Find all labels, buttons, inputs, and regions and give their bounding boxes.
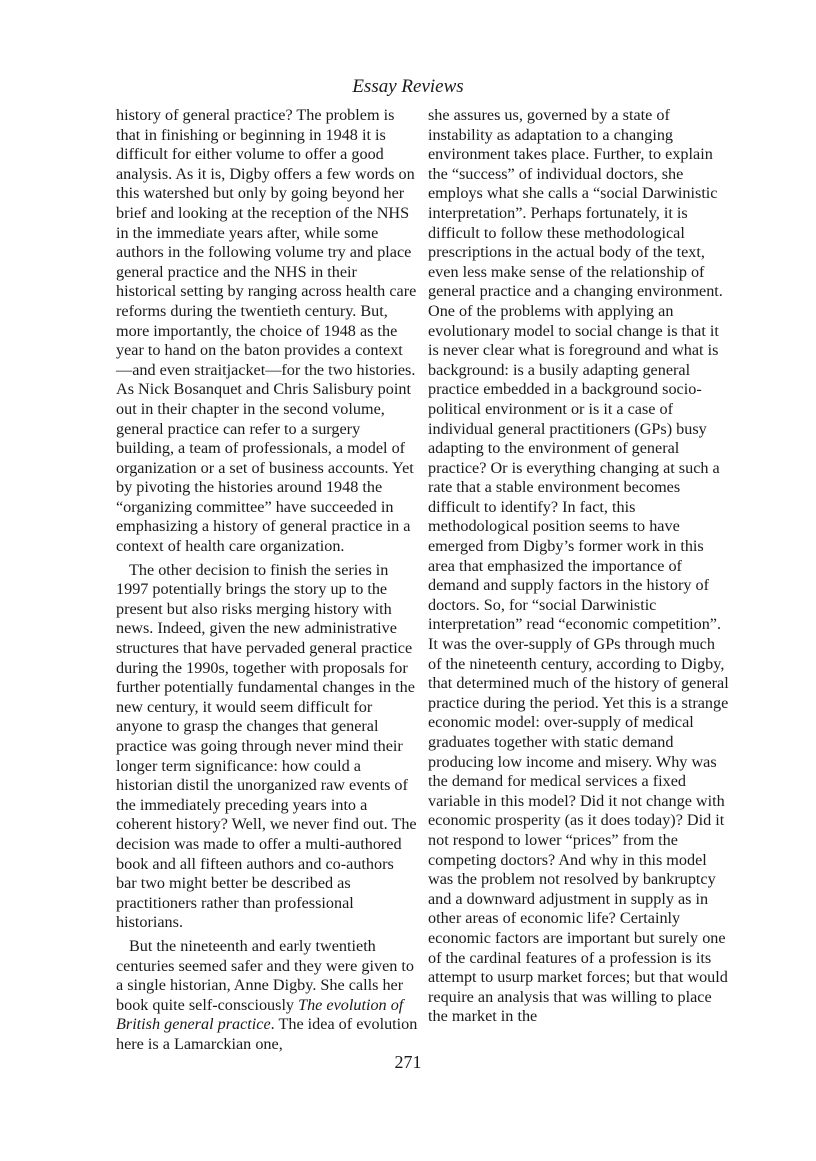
- paragraph-3-text-end: . The idea of evolution here is a Lamarckian one,: [116, 1015, 418, 1053]
- left-column: [116, 106, 418, 1055]
- book-title: The evolution of British general practice: [116, 995, 404, 1034]
- running-head: Essay Reviews: [352, 76, 464, 97]
- right-paragraph-1: she assures us, governed by a state of instability as adaptation to a changing environment takes place. Further, to explain the “success” of individual doctors, she employs what she calls a “social Darwinistic interpretation”. Perhaps fortunately, it is difficult to follow these methodological prescriptions in the actual body of the text, even less make sense of the relationship of general practice and a changing environment. One of the problems with applying an evolutionary model to social change is that it is never clear what is foreground and what is background: is a busily adapting general practice embedded in a background socio-political environment or is it a case of individual general practitioners (GPs) busy adapting to the environment of general practice? Or is everything changing at such a rate that a stable environment becomes difficult to identify? In fact, this methodological position seems to have emerged from Digby’s former work in this area that emphasized the importance of demand and supply factors in the history of doctors. So, for “social Darwinistic interpretation” read “economic competition”. It was the over-supply of GPs through much of the nineteenth century, according to Digby, that determined much of the history of general practice during the period. Yet this is a strange economic model: over-supply of medical graduates together with static demand producing low income and misery. Why was the demand for medical services a fixed variable in this model? Did it not change with economic prosperity (as it does today)? Did it not respond to lower “prices” from the competing doctors? And why in this model was the problem not resolved by bankruptcy and a downward adjustment in supply as in other areas of economic life? Certainly economic factors are important but surely one of the cardinal features of a profession is its attempt to usurp market forces; but that would require an analysis that was willing to place the market in the: [428, 106, 729, 1026]
- left-paragraph-3: [116, 937, 418, 1055]
- left-paragraph-2: The other decision to finish the series in 1997 potentially brings the story up to the present but also risks merging history with news. Indeed, given the new administrative structures that have pervaded general practice during the 1990s, together with proposals for further potentially fundamental changes in the new century, it would seem difficult for anyone to grasp the changes that general practice was going through never mind their longer term significance: how could a historian distil the unorganized raw events of the immediately preceding years into a coherent history? Well, we never find out. The decision was made to offer a multi-authored book and all fifteen authors and co-authors bar two might better be described as practitioners rather than professional historians.: [116, 560, 417, 932]
- left-paragraph-1: history of general practice? The problem is that in finishing or beginning in 1948 it is difficult for either volume to offer a good analysis. As it is, Digby offers a few words on this watershed but only by going beyond her brief and looking at the reception of the NHS in the immediate years after, while some authors in the following volume try and place general practice and the NHS in their historical setting by ranging across health care reforms during the twentieth century. But, more importantly, the choice of 1948 as the year to hand on the baton provides a context—and even straitjacket—for the two histories. As Nick Bosanquet and Chris Salisbury point out in their chapter in the second volume, general practice can refer to a surgery building, a team of professionals, a model of organization or a set of business accounts. Yet by pivoting the histories around 1948 the “organizing committee” have succeeded in emphasizing a history of general practice in a context of health care organization.: [116, 106, 417, 556]
- right-column: [428, 106, 730, 1027]
- page-number: 271: [394, 1052, 422, 1072]
- paragraph-3-text-start: But the nineteenth and early twentieth centuries seemed safer and they were given to a single historian, Anne Digby. She calls her book quite self-consciously: [116, 936, 414, 1014]
